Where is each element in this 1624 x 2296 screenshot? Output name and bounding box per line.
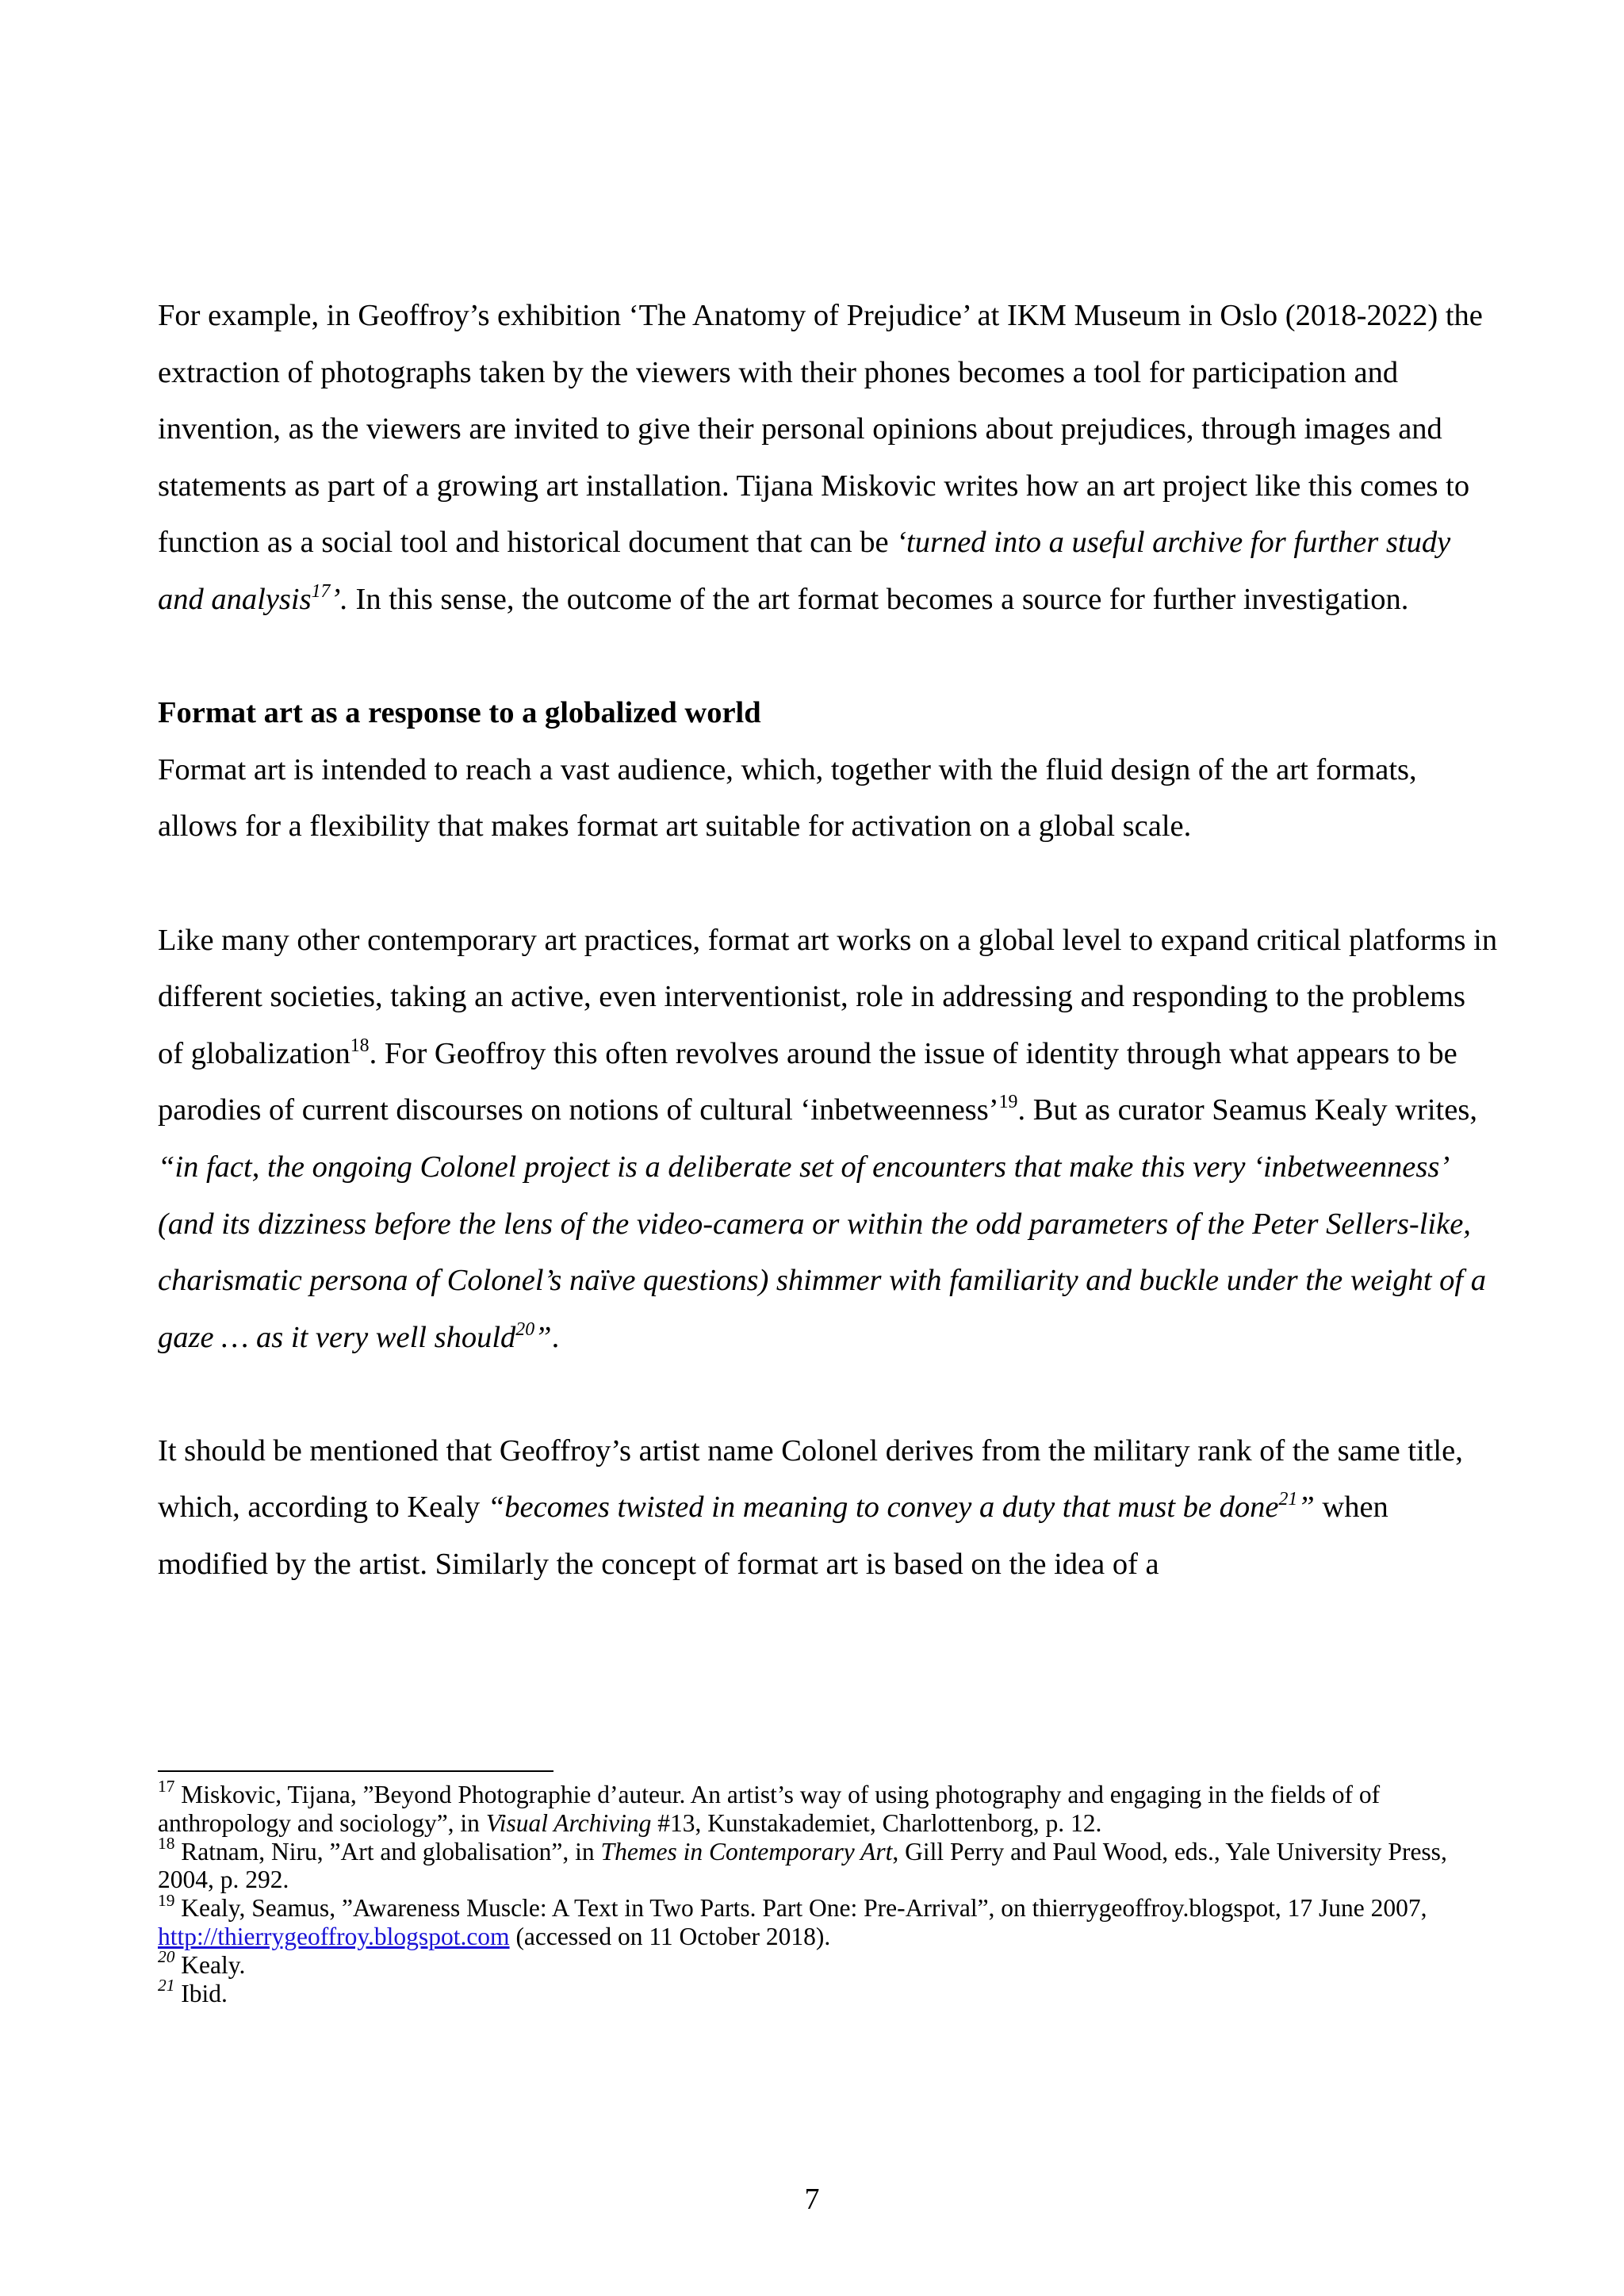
quote-kealy: “in fact, the ongoing Colonel project is a deliberate set of encounters that make this very ‘inbetweenness’ (and its dizziness before the lens of the video-camera or within the odd parameters of the Peter Sellers-like, charismatic persona of Colonel’s naïve questions) shimmer with familiarity and buckle under the weight of a gaze … as it very well should$^{20}$”	[158, 1150, 1486, 1354]
footnote-ref-19: 19	[998, 1092, 1018, 1113]
footnotes	[158, 1777, 1498, 2007]
paragraph-1: For example, in Geoffroy’s exhibition ‘The Anatomy of Prejudice’ at IKM Museum in Oslo (2018-2022) the extraction of photographs taken by the viewers with their phones becomes a tool for participation and invention, as the viewers are invited to give their personal opinions about prejudices, through images and statements as part of a growing art installation. Tijana Miskovic writes how an art project like this comes to function as a social tool and historical document that can be ‘turned into a useful archive for further study and analysis$^{17}$’. In this sense, the outcome of the art format becomes a source for further investigation.	[158, 299, 1483, 616]
footnote-17: $^{17}$ Miskovic, Tijana, ”Beyond Photographie d’auteur. An artist’s way of using photography and engaging in the fields of of anthropology and sociology”, in Visual Archiving #13, Kunstakademiet, Charlottenborg, p. 12.	[158, 1777, 1381, 1837]
footnote-21: $^{21}$ Ibid.	[158, 1975, 228, 2007]
footnote-18: $^{18}$ Ratnam, Niru, ”Art and globalisation”, in Themes in Contemporary Art, Gill Perry and Paul Wood, eds., Yale University Press, 2004, p. 292.	[158, 1833, 1447, 1894]
footnote-separator	[158, 1770, 553, 1772]
quote-miskovic: ‘turned into a useful archive for further study and analysis$^{17}$’.	[158, 526, 1451, 616]
footnote-20: $^{20}$ Kealy.	[158, 1947, 246, 1979]
paragraph-4: It should be mentioned that Geoffroy’s artist name Colonel derives from the military rank of the same title, which, according to Kealy “becomes twisted in meaning to convey a duty that must be done$^{21}$” when modified by the artist. Similarly the concept of format art is based on the idea of a	[158, 1433, 1463, 1582]
paragraph-3: Like many other contemporary art practices, format art works on a global level to expand critical platforms in different societies, taking an active, even interventionist, role in addressing and responding to the problems of globalization$^{18}$. For Geoffroy this often revolves around the issue of identity through what appears to be parodies of current discourses on notions of cultural ‘inbetweenness’$^{19}$. But as curator Seamus Kealy writes, “in fact, the ongoing Colonel project is a deliberate set of encounters that make this very ‘inbetweenness’ (and its dizziness before the lens of the video-camera or within the odd parameters of the Peter Sellers-like, charismatic persona of Colonel’s naïve questions) shimmer with familiarity and buckle under the weight of a gaze … as it very well should$^{20}$”.	[158, 923, 1498, 1354]
footnote-ref-21: 21	[1278, 1489, 1298, 1510]
main-text	[158, 288, 1498, 1594]
footnote-ref-17: 17	[311, 580, 331, 602]
paragraph-2: Format art is intended to reach a vast audience, which, together with the fluid design of the art formats, allows for a flexibility that makes format art suitable for activation on a global scale.	[158, 752, 1417, 844]
paragraph-gap	[158, 855, 1498, 913]
page-number: 7	[804, 2183, 820, 2216]
footnote-ref-20: 20	[515, 1318, 535, 1340]
paragraph-1-text: For example, in Geoffroy’s exhibition ‘The Anatomy of Prejudice’ at IKM Museum in Oslo (2018-2022) the extraction of photographs taken by the viewers with their phones becomes a tool for participation and invention, as the viewers are invited to give their personal opinions about prejudices, through images and statements as part of a growing art installation. Tijana Miskovic writes how an art project like this comes to function as a social tool and historical document that can be	[158, 299, 1483, 560]
footnote-ref-18: 18	[350, 1035, 370, 1056]
section-heading: Format art as a response to a globalized world	[158, 696, 761, 730]
paragraph-gap	[158, 1366, 1498, 1423]
blog-link[interactable]: http://thierrygeoffroy.blogspot.com	[158, 1922, 510, 1950]
footnote-19: $^{19}$ Kealy, Seamus, ”Awareness Muscle: A Text in Two Parts. Part One: Pre-Arrival”, on thierrygeoffroy.blogspot, 17 June 2007, http://thierrygeoffroy.blogspot.com (accessed on 11 October 2018).	[158, 1890, 1427, 1950]
quote-kealy-duty: “becomes twisted in meaning to convey a duty that must be done$^{21}$”	[487, 1489, 1315, 1525]
paragraph-gap	[158, 629, 1498, 686]
